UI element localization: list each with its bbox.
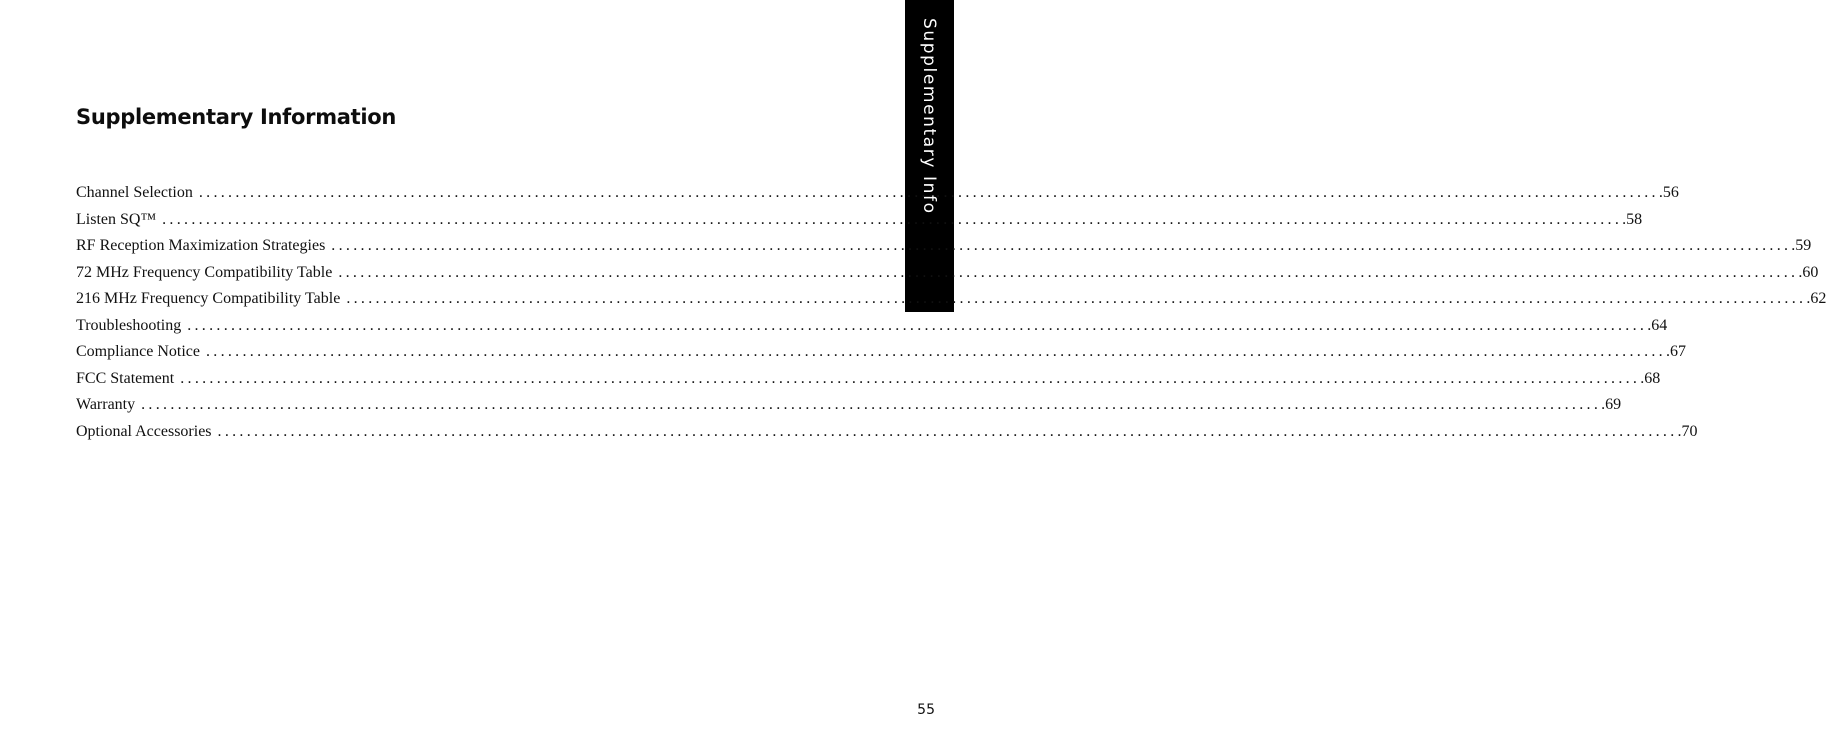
toc-entry bbox=[76, 207, 1643, 234]
toc-dot-leader: ........................................................................................................................................................................................................ bbox=[331, 237, 1792, 254]
toc-entry-title: Channel Selection bbox=[76, 184, 193, 201]
toc-entry-page: .56 bbox=[1658, 184, 1679, 201]
toc-dot-leader: ........................................................................................................................................................................................................ bbox=[338, 263, 1799, 281]
toc-dot-leader: ........................................................................................................................................................................................................ bbox=[141, 396, 1602, 413]
toc-entry-page: .64 bbox=[1647, 316, 1668, 334]
section-tab-label: Supplementary Info bbox=[919, 18, 939, 215]
toc-dot-leader: ........................................................................................................................................................................................................ bbox=[187, 316, 1648, 334]
toc-dot-leader: ........................................................................................................................................................................................................ bbox=[346, 290, 1807, 307]
toc-dot-leader: ........................................................................................................................................................................................................ bbox=[217, 422, 1678, 440]
toc-entry bbox=[76, 419, 1698, 446]
page-title: Supplementary Information bbox=[76, 105, 397, 129]
toc-entry-page: .62 bbox=[1806, 290, 1826, 307]
toc-entry-title: 72 MHz Frequency Compatibility Table bbox=[76, 263, 333, 281]
table-of-contents bbox=[76, 180, 1826, 445]
toc-entry-page: .58 bbox=[1622, 210, 1643, 228]
toc-entry bbox=[76, 313, 1668, 340]
toc-entry-title: Troubleshooting bbox=[76, 316, 182, 334]
toc-entry-page: .60 bbox=[1798, 263, 1819, 281]
toc-entry bbox=[76, 260, 1819, 287]
toc-entry bbox=[76, 180, 1679, 207]
toc-entry-title: FCC Statement bbox=[76, 369, 175, 387]
toc-entry-title: 216 MHz Frequency Compatibility Table bbox=[76, 290, 341, 307]
toc-entry bbox=[76, 233, 1812, 260]
toc-entry-page: .70 bbox=[1677, 422, 1698, 440]
toc-entry bbox=[76, 286, 1826, 313]
toc-entry-page: .68 bbox=[1640, 369, 1661, 387]
toc-entry-page: .67 bbox=[1665, 343, 1686, 360]
toc-dot-leader: ........................................................................................................................................................................................................ bbox=[162, 210, 1623, 228]
toc-entry-title: Warranty bbox=[76, 396, 136, 413]
toc-entry-title: RF Reception Maximization Strategies bbox=[76, 237, 326, 254]
toc-entry-page: .69 bbox=[1601, 396, 1622, 413]
toc-entry-page: .59 bbox=[1791, 237, 1812, 254]
toc-entry-title: Optional Accessories bbox=[76, 422, 212, 440]
toc-entry-title: Listen SQ™ bbox=[76, 210, 157, 228]
toc-entry bbox=[76, 392, 1622, 419]
toc-dot-leader: ........................................................................................................................................................................................................ bbox=[205, 343, 1666, 360]
toc-entry-title: Compliance Notice bbox=[76, 343, 200, 360]
toc-entry bbox=[76, 339, 1686, 366]
toc-dot-leader: ........................................................................................................................................................................................................ bbox=[180, 369, 1641, 387]
toc-entry bbox=[76, 366, 1661, 393]
page-number: 55 bbox=[917, 702, 935, 718]
toc-dot-leader: ........................................................................................................................................................................................................ bbox=[198, 184, 1659, 201]
